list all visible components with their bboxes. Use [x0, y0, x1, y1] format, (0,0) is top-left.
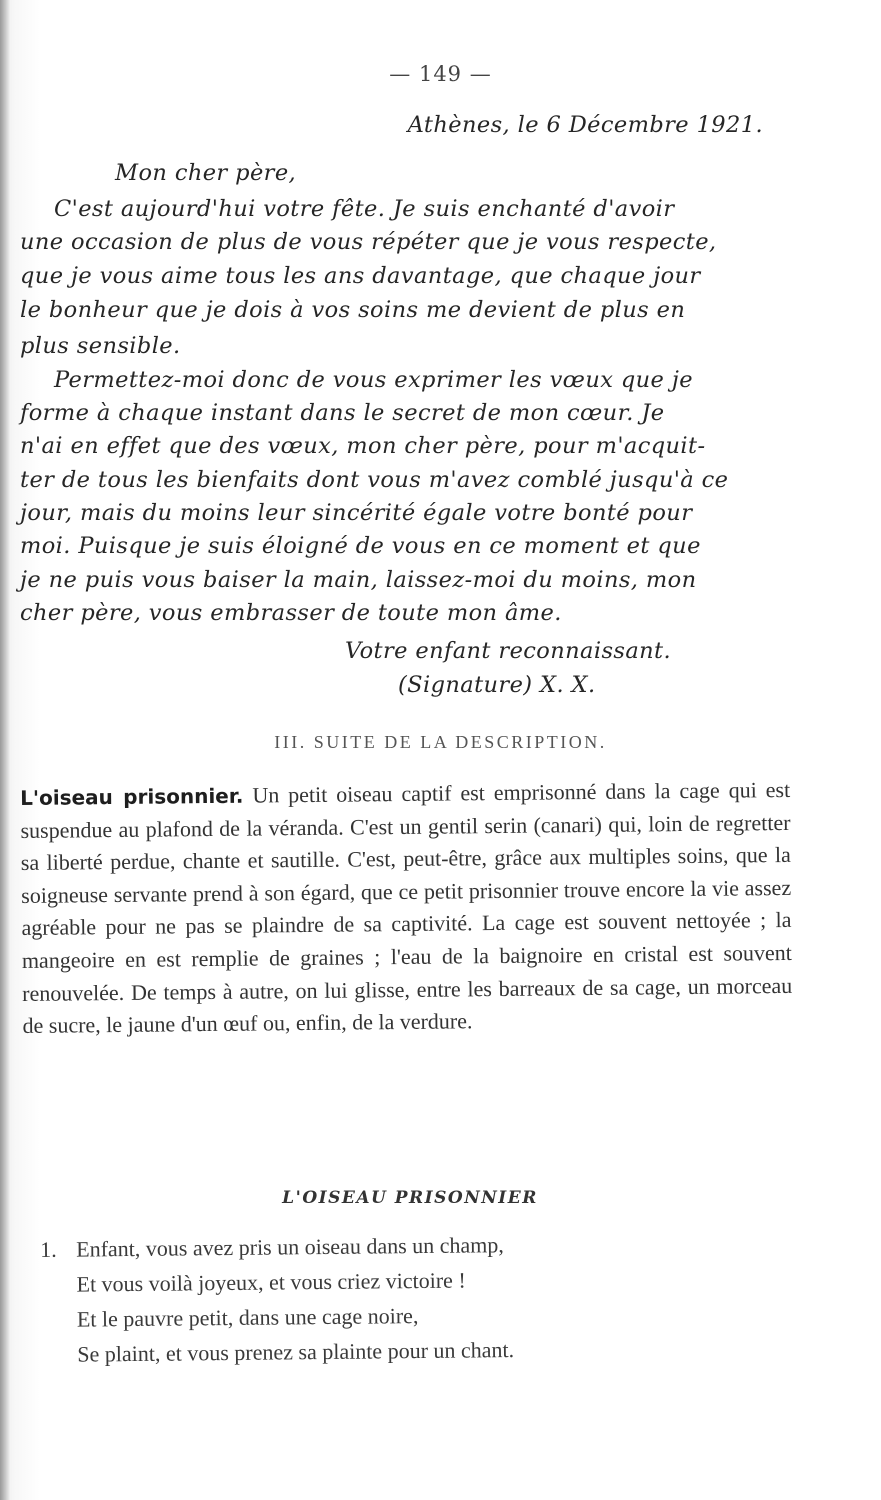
letter-line: ter de tous les bienfaits dont vous m'avez comblé jusqu'à ce [20, 467, 729, 493]
letter-line: C'est aujourd'hui votre fête. Je suis enchanté d'avoir [54, 196, 675, 222]
letter-line: forme à chaque instant dans le secret de mon cœur. Je [20, 400, 665, 426]
poem-line-text: Enfant, vous avez pris un oiseau dans un champ, [76, 1232, 504, 1262]
poem-line [40, 1262, 513, 1302]
letter-line: cher père, vous embrasser de toute mon âme. [20, 600, 562, 626]
description-lead: L'oiseau prisonnier. [20, 783, 244, 810]
letter-salutation: Mon cher père, [115, 160, 297, 186]
letter-line: le bonheur que je dois à vos soins me devient de plus en [20, 297, 686, 323]
poem-line [40, 1227, 513, 1267]
letter-line: une occasion de plus de vous répéter que je vous respecte, [20, 229, 717, 255]
poem-line-text: Se plaint, et vous prenez sa plainte pour un chant. [77, 1337, 515, 1367]
letter-line: Permettez-moi donc de vous exprimer les vœux que je [54, 367, 693, 393]
letter-signature: (Signature) X. X. [398, 672, 596, 698]
letter-line: jour, mais du moins leur sincérité égale votre bonté pour [20, 500, 693, 526]
letter-line: que je vous aime tous les ans davantage, que chaque jour [20, 263, 701, 289]
description-paragraph [20, 774, 793, 1043]
poem-line [41, 1297, 514, 1337]
poem-stanza-number: 1. [40, 1236, 57, 1262]
letter-line: n'ai en effet que des vœux, mon cher père, pour m'acquit- [20, 433, 706, 459]
letter-line: plus sensible. [20, 333, 181, 359]
letter-closing: Votre enfant reconnaissant. [345, 638, 672, 664]
poem-line-text: Et le pauvre petit, dans une cage noire, [76, 1303, 419, 1332]
letter-place-date: Athènes, le 6 Décembre 1921. [407, 112, 763, 138]
poem-line-text: Et vous voilà joyeux, et vous criez victoire ! [76, 1267, 466, 1297]
poem-line [41, 1332, 514, 1372]
poem-title: L'OISEAU PRISONNIER [282, 1188, 538, 1208]
section-heading: III. SUITE DE LA DESCRIPTION. [274, 732, 607, 752]
page-number: — 149 — [389, 62, 492, 86]
poem [40, 1227, 514, 1372]
description-text: Un petit oiseau captif est emprisonné dans la cage qui est suspendue au plafond de la véranda. C'est un gentil serin (canari) qui, loin de regretter sa liberté perdue, chante et sautille. C'est, peut-être, grâce aux multiples soins, que la soigneuse servante prend à son égard, que ce petit prisonnier trouve encore la vie assez agréable pour ne pas se plaindre de sa captivité. La cage est souvent nettoyée ; la mangeoire en est remplie de graines ; l'eau de la baignoire en cristal est souvent renouvelée. De temps à autre, on lui glisse, entre les barreaux de sa cage, un morceau de sucre, le jaune d'un œuf ou, enfin, de la verdure. [20, 776, 793, 1039]
letter-line: moi. Puisque je suis éloigné de vous en ce moment et que [20, 533, 701, 559]
letter-line: je ne puis vous baiser la main, laissez-moi du moins, mon [20, 567, 697, 593]
